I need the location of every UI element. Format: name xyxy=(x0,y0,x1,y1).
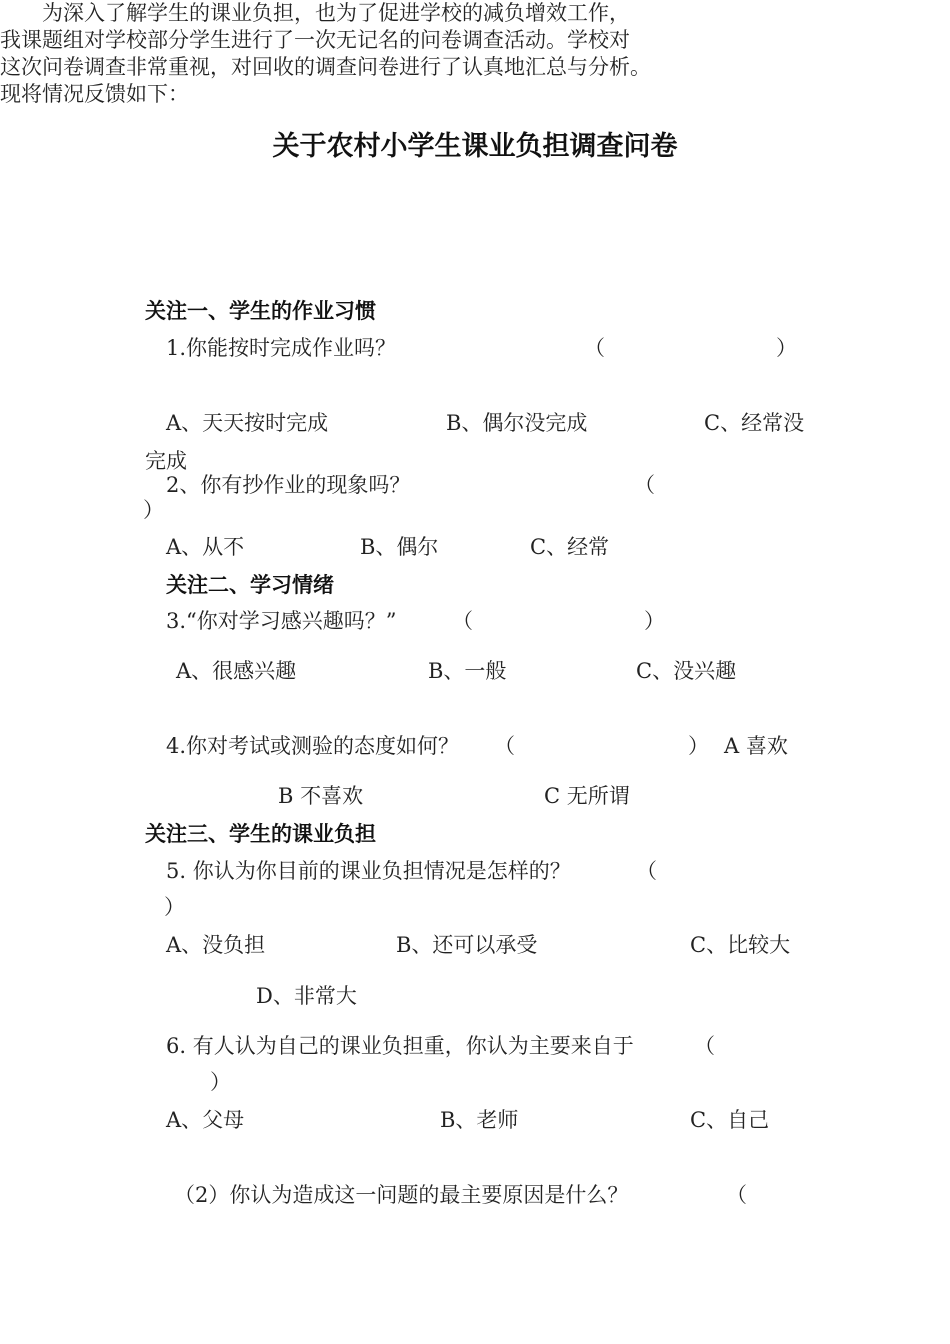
question-6-2: （2）你认为造成这一问题的最主要原因是什么？ xyxy=(174,1183,629,1207)
option-c: C、自己 xyxy=(690,1108,770,1132)
question-5: 5. 你认为你目前的课业负担情况是怎样的？ xyxy=(166,859,571,883)
document-title: 关于农村小学生课业负担调查问卷 xyxy=(272,131,678,162)
answer-paren-close: ） xyxy=(210,1070,231,1094)
question-4: 4.你对考试或测验的态度如何？ xyxy=(166,734,460,758)
option-a: A 喜欢 xyxy=(724,734,788,758)
answer-paren-open: （ xyxy=(494,734,515,758)
option-c: C、经常 xyxy=(530,535,610,559)
section-heading-1: 关注一、学生的作业习惯 xyxy=(145,298,376,323)
answer-paren-close: ） xyxy=(776,336,797,360)
answer-paren-close: ） xyxy=(688,734,709,758)
option-b: B、一般 xyxy=(428,659,507,683)
option-c-continued: 完成 xyxy=(145,449,187,473)
option-c: C、比较大 xyxy=(690,933,791,957)
section-heading-2: 关注二、学习情绪 xyxy=(166,572,334,597)
answer-paren-close: ） xyxy=(143,498,164,522)
answer-paren-open: （ xyxy=(694,1034,715,1058)
question-6: 6. 有人认为自己的课业负担重，你认为主要来自于 xyxy=(166,1034,634,1058)
option-a: A、从不 xyxy=(166,535,245,559)
option-b: B、老师 xyxy=(440,1108,519,1132)
question-1: 1.你能按时完成作业吗？ xyxy=(166,336,397,360)
intro-line: 这次问卷调查非常重视，对回收的调查问卷进行了认真地汇总与分析。 xyxy=(0,55,651,79)
answer-paren-open: （ xyxy=(452,609,473,633)
answer-paren-close: ） xyxy=(644,609,665,633)
intro-paragraph xyxy=(0,0,665,108)
question-3: 3.“你对学习感兴趣吗？” xyxy=(166,609,397,633)
intro-line: 为深入了解学生的课业负担，也为了促进学校的减负增效工作， xyxy=(42,1,630,25)
option-c: C 无所谓 xyxy=(544,784,630,808)
option-a: A、天天按时完成 xyxy=(166,411,329,435)
question-2: 2、你有抄作业的现象吗？ xyxy=(166,473,411,497)
option-b: B 不喜欢 xyxy=(278,784,364,808)
answer-paren-open: （ xyxy=(634,473,655,497)
option-c: C、没兴趣 xyxy=(636,659,737,683)
intro-line: 现将情况反馈如下： xyxy=(0,82,189,106)
answer-paren-open: （ xyxy=(636,859,657,883)
option-b: B、偶尔没完成 xyxy=(446,411,588,435)
option-d: D、非常大 xyxy=(256,984,357,1008)
answer-paren-open: （ xyxy=(584,336,605,360)
option-a: A、父母 xyxy=(166,1108,245,1132)
answer-paren-open: （ xyxy=(726,1183,747,1207)
option-a: A、很感兴趣 xyxy=(176,659,297,683)
option-b: B、还可以承受 xyxy=(396,933,538,957)
intro-line: 我课题组对学校部分学生进行了一次无记名的问卷调查活动。学校对 xyxy=(0,28,630,52)
section-heading-3: 关注三、学生的课业负担 xyxy=(145,821,376,846)
option-b: B、偶尔 xyxy=(360,535,439,559)
option-c: C、经常没 xyxy=(704,411,805,435)
answer-paren-close: ） xyxy=(164,895,185,919)
option-a: A、没负担 xyxy=(166,933,266,957)
